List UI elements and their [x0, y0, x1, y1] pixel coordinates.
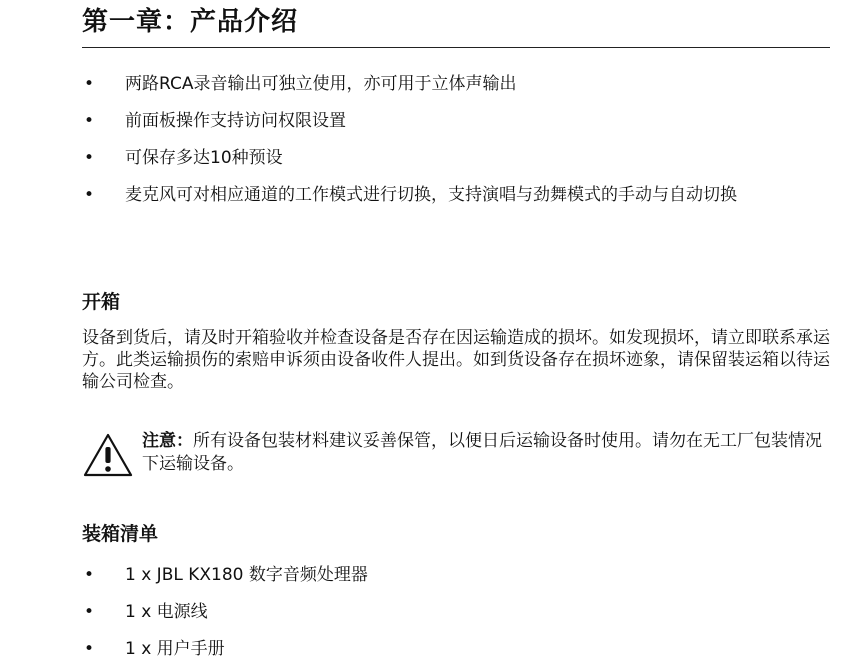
caution-note: [82, 430, 832, 476]
feature-text: 麦克风可对相应通道的工作模式进行切换，支持演唱与劲舞模式的手动与自动切换: [125, 185, 737, 205]
feature-text: 可保存多达10种预设: [125, 148, 283, 168]
bullet-icon: •: [84, 639, 95, 659]
feature-item: [82, 72, 817, 109]
packing-list: [82, 563, 817, 661]
packing-item-text: 1 x JBL KX180 数字音频处理器: [125, 565, 368, 585]
feature-text: 前面板操作支持访问权限设置: [125, 111, 346, 131]
feature-text: 两路RCA录音输出可独立使用，亦可用于立体声输出: [125, 74, 517, 94]
bullet-icon: •: [84, 185, 95, 205]
warning-icon: [82, 432, 134, 478]
packing-item-text: 1 x 电源线: [125, 602, 208, 622]
chapter-title: 第一章：产品介绍: [82, 7, 299, 37]
bullet-icon: •: [84, 74, 95, 94]
bullet-icon: •: [84, 565, 95, 585]
feature-item: [82, 146, 817, 183]
bullet-icon: •: [84, 111, 95, 131]
bullet-icon: •: [84, 602, 95, 622]
title-divider: [82, 47, 830, 48]
packing-item: [82, 563, 817, 600]
feature-list: [82, 72, 817, 207]
packing-list-heading: 装箱清单: [82, 523, 159, 545]
note-label: 注意：: [142, 431, 193, 451]
note-text: [142, 430, 832, 476]
bullet-icon: •: [84, 148, 95, 168]
packing-item-text: 1 x 用户手册: [125, 639, 225, 659]
unpacking-paragraph: 设备到货后，请及时开箱验收并检查设备是否存在因运输造成的损坏。如发现损坏，请立即联系承运方。此类运输损伤的索赔申诉须由设备收件人提出。如到货设备存在损坏迹象，请保留装运箱以待运输公司检查。: [82, 328, 830, 392]
feature-item: [82, 109, 817, 146]
packing-item: [82, 600, 817, 637]
note-body: 所有设备包装材料建议妥善保管，以便日后运输设备时使用。请勿在无工厂包装情况下运输设备。: [142, 431, 822, 474]
packing-item: [82, 637, 817, 661]
feature-item: [82, 183, 817, 207]
unpacking-heading: 开箱: [82, 291, 121, 313]
